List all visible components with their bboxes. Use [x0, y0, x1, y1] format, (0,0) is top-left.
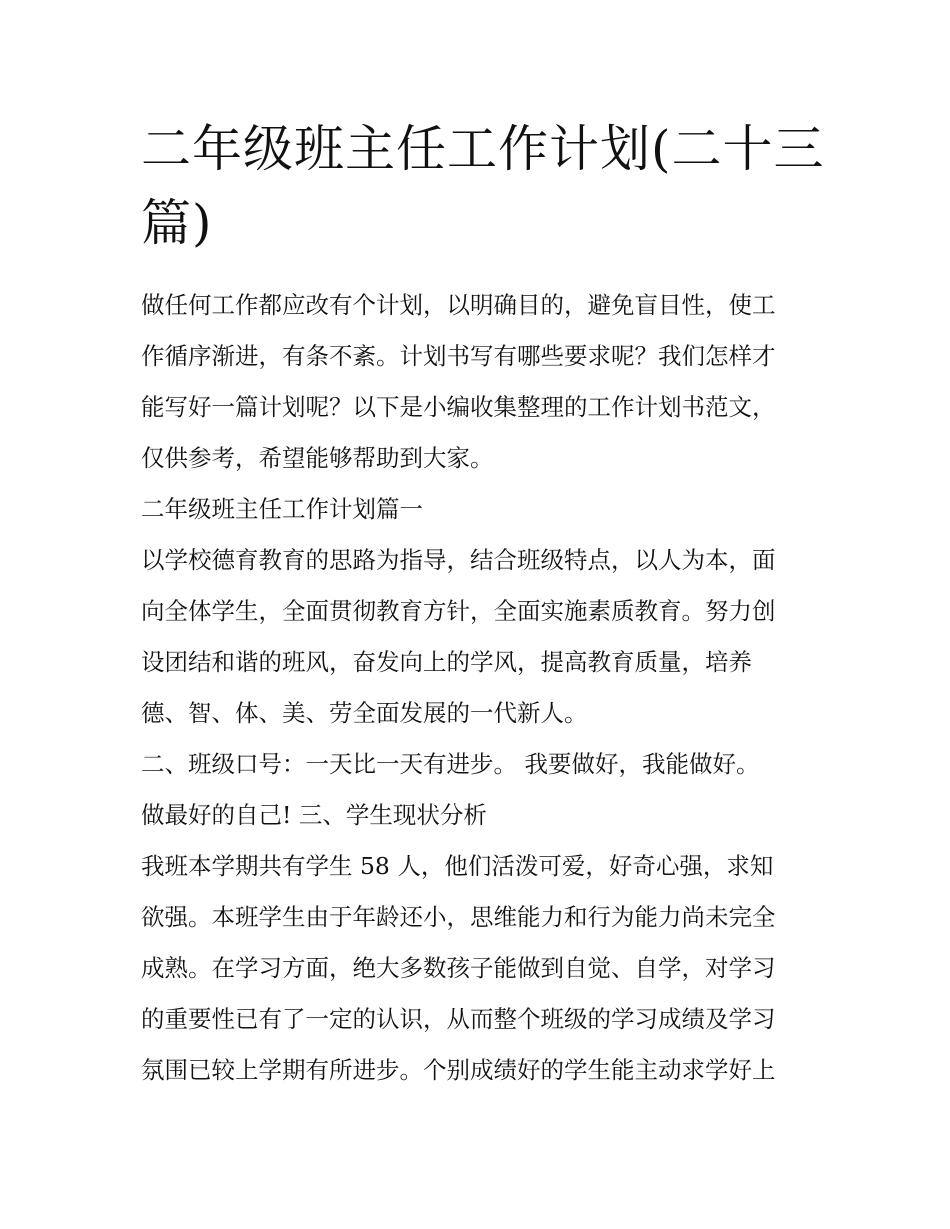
text-line: 氛围已较上学期有所进步。个别成绩好的学生能主动求学好上: [141, 1056, 776, 1084]
section-heading: [141, 484, 813, 535]
text-line: 仅供参考，希望能够帮助到大家。: [141, 444, 494, 472]
text-line: 设团结和谐的班风，奋发向上的学风，提高教育质量，培养: [141, 648, 752, 676]
document-title: [141, 112, 825, 260]
text-line: 以学校德育教育的思路为指导，结合班级特点，以人为本，面: [141, 546, 776, 574]
student-analysis-paragraph: [141, 841, 813, 1096]
text-line: 的重要性已有了一定的认识，从而整个班级的学习成绩及学习: [141, 1005, 776, 1033]
guiding-paragraph: [141, 535, 813, 739]
text-line: 欲强。本班学生由于年龄还小，思维能力和行为能力尚未完全: [141, 903, 776, 931]
text-line: 做最好的自己! 三、学生现状分析: [141, 801, 487, 829]
text-line: 我班本学期共有学生 58 人，他们活泼可爱，好奇心强，求知: [141, 852, 774, 880]
document-page: [141, 112, 825, 1096]
text-line: 德、智、体、美、劳全面发展的一代新人。: [141, 699, 588, 727]
document-body: [141, 280, 813, 1096]
slogan-paragraph: [141, 739, 813, 841]
intro-paragraph: [141, 280, 813, 484]
text-line: 成熟。在学习方面，绝大多数孩子能做到自觉、自学，对学习: [141, 954, 776, 982]
text-line: 二、班级口号：一天比一天有进步。 我要做好，我能做好。: [141, 750, 760, 778]
text-line: 做任何工作都应改有个计划，以明确目的，避免盲目性，使工: [141, 291, 776, 319]
text-line: 二年级班主任工作计划篇一: [141, 495, 423, 523]
title-line-1: 二年级班主任工作计划(二十三: [141, 120, 825, 178]
text-line: 作循序渐进，有条不紊。计划书写有哪些要求呢？我们怎样才: [141, 342, 776, 370]
text-line: 能写好一篇计划呢？以下是小编收集整理的工作计划书范文，: [141, 393, 776, 421]
text-line: 向全体学生，全面贯彻教育方针，全面实施素质教育。努力创: [141, 597, 776, 625]
title-line-2: 篇): [141, 194, 213, 252]
